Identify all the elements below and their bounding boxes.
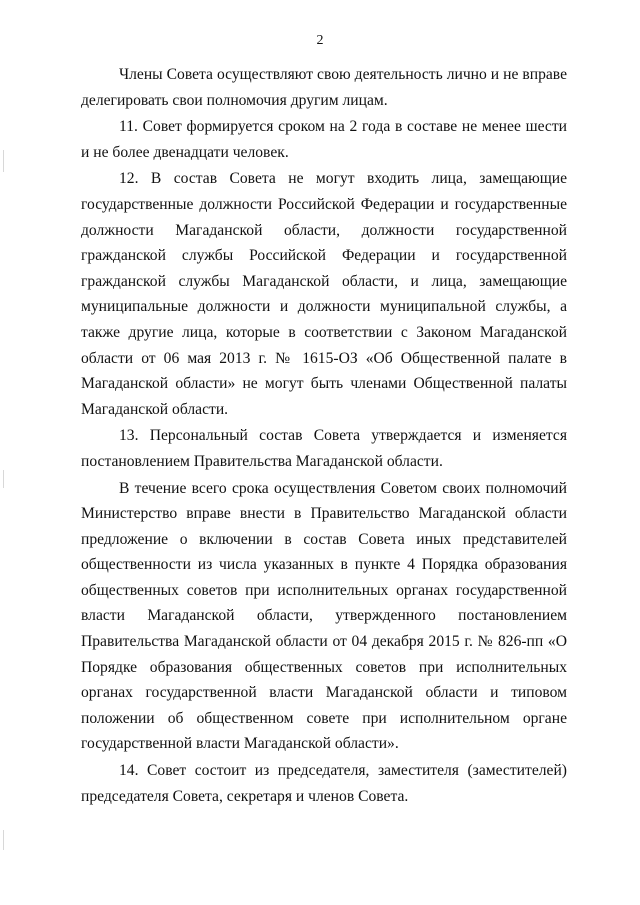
paragraph-12: 12. В состав Совета не могут входить лица, замещающие государственные должности Российской Федерации и государственные должности Магаданской области, должности государственной гражданской службы Российской Федерации и государственной гражданской службы Магаданской области, и лица, замещающие муниципальные должности и должности муниципальной службы, а также другие лица, которые в соответствии с Законом Магаданской области от 06 мая 2013 г. № 1615-ОЗ «Об Общественной палате в Магаданской области» не могут быть членами Общественной палаты Магаданской области. bbox=[81, 170, 567, 418]
paragraph-11: 11. Совет формируется сроком на 2 года в составе не менее шести и не более двенадцати человек. bbox=[81, 118, 567, 161]
document-body bbox=[81, 62, 567, 809]
paragraph-council-members: Члены Совета осуществляют свою деятельность лично и не вправе делегировать свои полномочия другим лицам. bbox=[81, 66, 567, 109]
page-number: 2 bbox=[316, 33, 324, 48]
scan-edge-mark bbox=[3, 150, 4, 172]
scan-edge-mark bbox=[3, 830, 4, 850]
paragraph-13: 13. Персональный состав Совета утверждается и изменяется постановлением Правительства Магаданской области. bbox=[81, 427, 567, 470]
paragraph-ministry-proposal: В течение всего срока осуществления Советом своих полномочий Министерство вправе внести в Правительство Магаданской области предложение о включении в состав Совета иных представителей общественности из числа указанных в пункте 4 Порядка образования общественных советов при исполнительных органах государственной власти Магаданской области, утвержденного постановлением Правительства Магаданской области от 04 декабря 2015 г. № 826-пп «О Порядке образования общественных советов при исполнительных органах государственной власти Магаданской области и типовом положении об общественном совете при исполнительном органе государственной власти Магаданской области». bbox=[81, 479, 567, 753]
scan-edge-mark bbox=[3, 470, 4, 488]
paragraph-14: 14. Совет состоит из председателя, заместителя (заместителей) председателя Совета, секретаря и членов Совета. bbox=[81, 762, 567, 805]
